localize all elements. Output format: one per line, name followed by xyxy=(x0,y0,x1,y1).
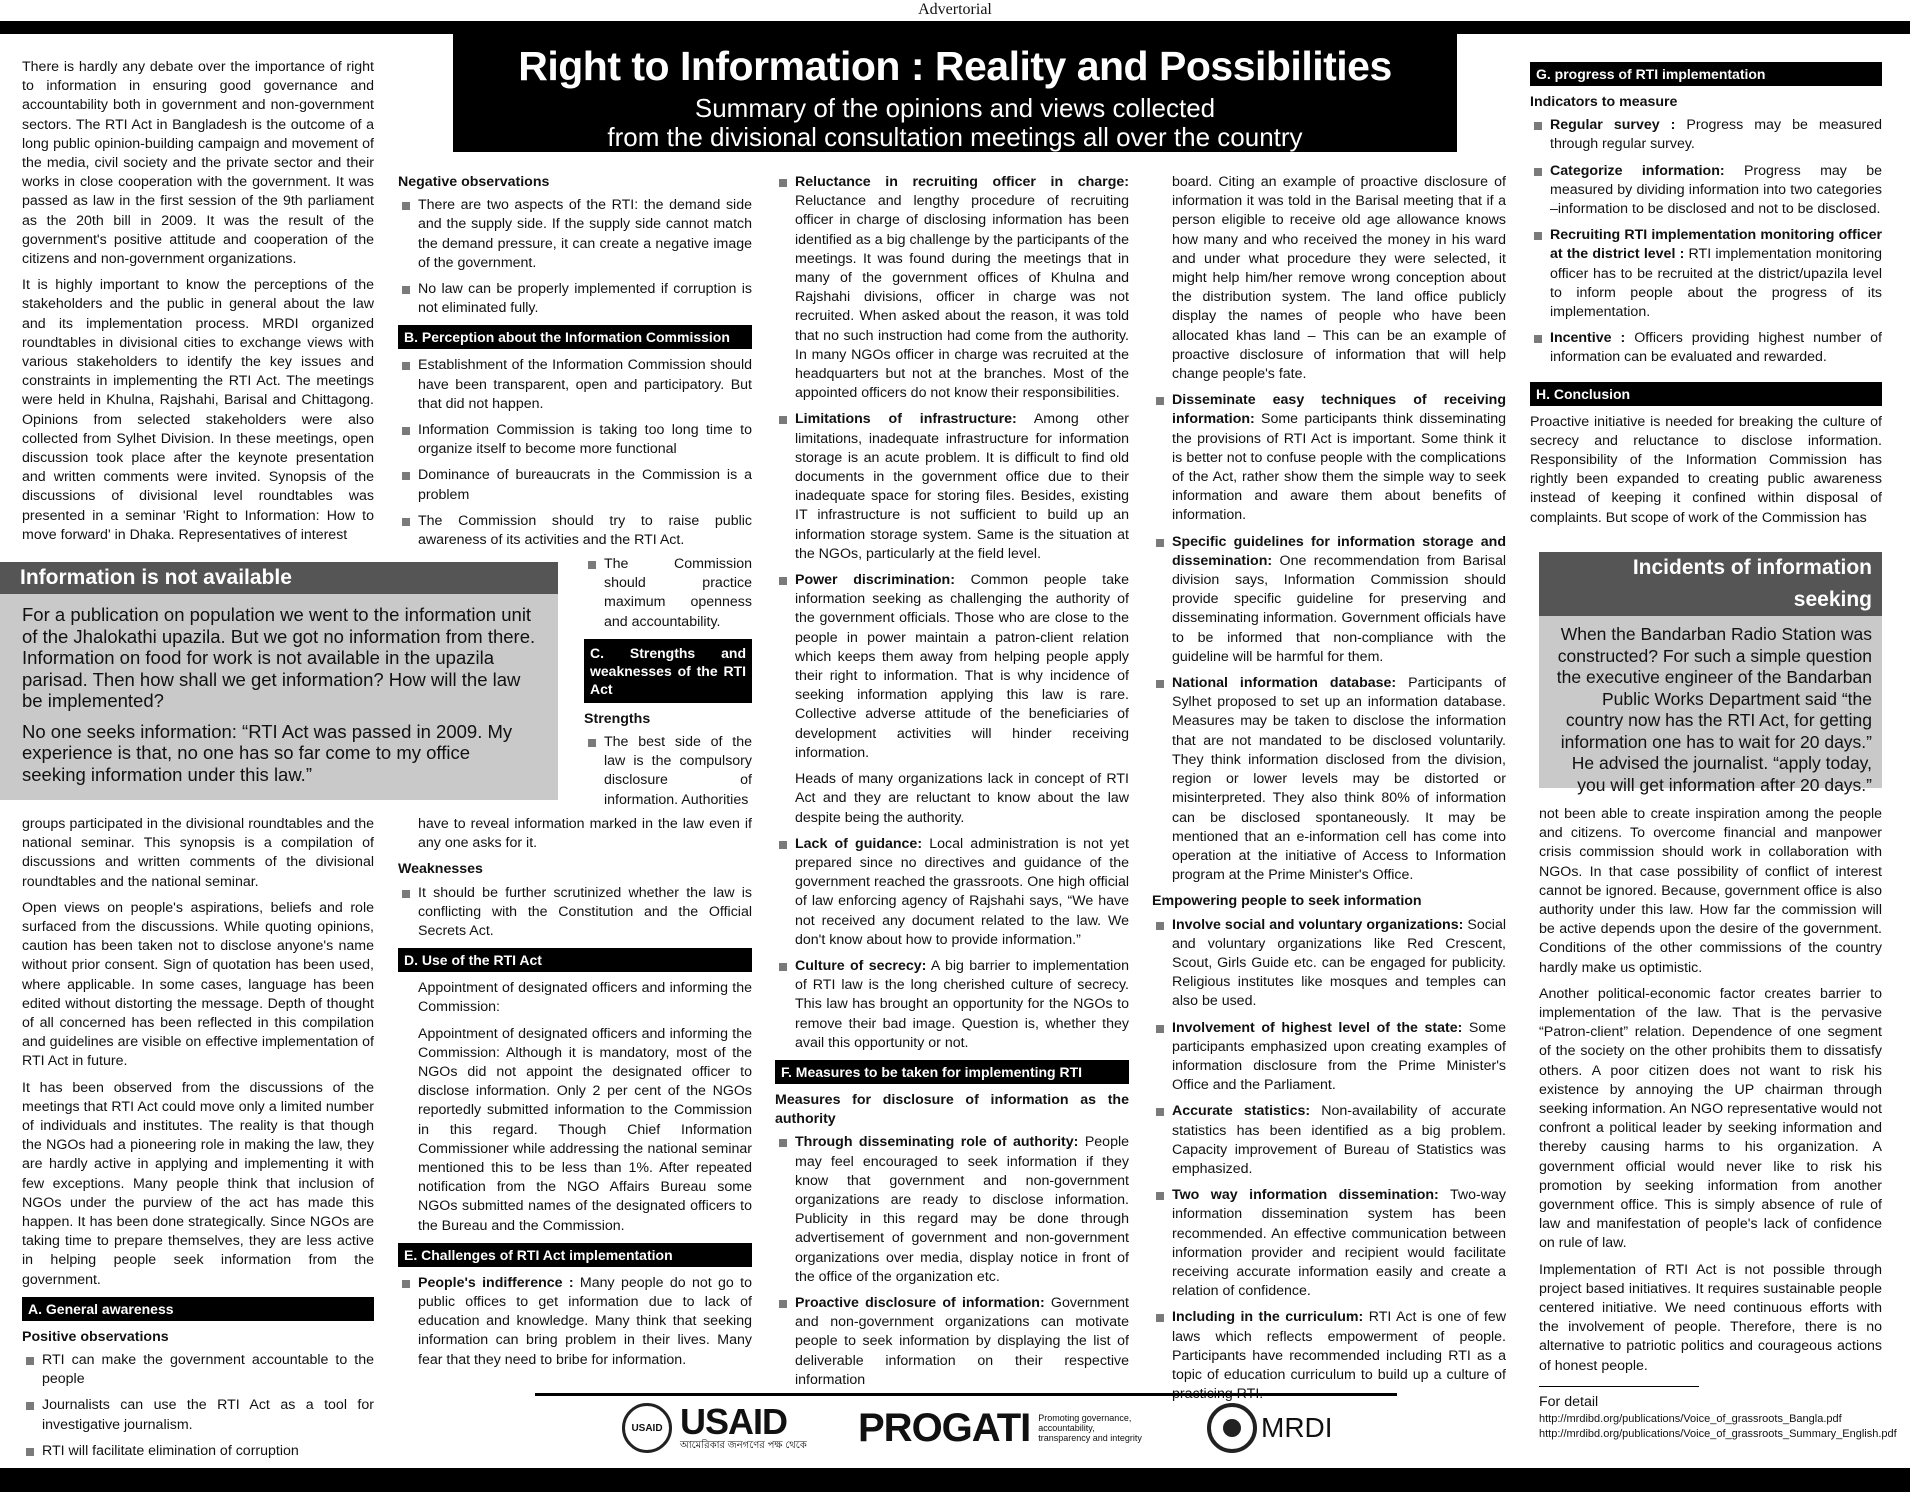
callout-title: Incidents of information seeking xyxy=(1539,552,1882,616)
detail-label: For detail xyxy=(1539,1393,1599,1410)
callout-quote: For a publication on population we went to the information unit of the Jhalokathi upazila. But we got no information from there. Information on food for work is not available in the upazila parisad. Then how shall we get information? How will the law be implemented? xyxy=(22,604,536,711)
list-item xyxy=(775,1133,1129,1287)
top-rule xyxy=(0,22,1910,34)
list-item: The Commission should practice maximum openness and accountability. xyxy=(584,555,752,632)
item-title: Involvement of highest level of the state: xyxy=(1172,1019,1463,1036)
item-text: Some participants think disseminating the provisions of RTI Act is important. Some think it is better not to confuse people with the complications of the Act, rather show them the simple way to seek information and aware them about benefits of information. xyxy=(1172,411,1506,524)
item-text: Some participants emphasized upon creating examples of information disclosure from the Prime Minister's Office and the Parliament. xyxy=(1172,1019,1506,1094)
item-title: Reluctance in recruiting officer in charge: xyxy=(795,174,1129,190)
list-item xyxy=(775,571,1129,763)
bullet-list xyxy=(1152,391,1506,885)
item-text: Participants of Sylhet proposed to set up an information database. Measures may be taken to disclose the information that are not mandated to be disclosed voluntarily. They think information disclosed from the division, region or lower levels may be distorted or misinterpreted. They also think 80% of information can be disclosed spontaneously. It may be mentioned that an e-information cell has come into operation at the initiative of Access to Information program at the Prime Minister's Office. xyxy=(1172,675,1507,884)
bullet-list xyxy=(398,196,752,318)
item-title: Incentive : xyxy=(1550,330,1626,347)
item-text: RTI Act is one of few laws which reflects empowerment of people. Participants have recommended including RTI as a topic of education curriculum to build up a culture of xyxy=(1172,1309,1506,1383)
section-heading-h: H. Conclusion xyxy=(1530,382,1882,406)
list-item xyxy=(1530,116,1882,154)
item-text: Common people take information seeking as challenging the authority of the government officials. Those who are close to the people in power maintain a patron-client relation which keeps them away from helping people apply their right to information. That is why incidence of seeking information applying this law is rare. Collective adverse attitude of the beneficiaries of development activities will hinder receiving information. xyxy=(795,572,1129,761)
column-1-top xyxy=(22,58,374,552)
list-item-continued: have to reveal information marked in the law even if any one asks for it. xyxy=(418,816,752,852)
list-item xyxy=(1530,162,1882,220)
pdf-link-bangla[interactable]: http://mrdibd.org/publications/Voice_of_grassroots_Bangla.pdf xyxy=(1539,1413,1842,1426)
list-item: Dominance of bureaucrats in the Commission is a problem xyxy=(398,466,752,504)
advertorial-banner: Advertorial xyxy=(0,0,1910,22)
item-title: Culture of secrecy: xyxy=(795,957,927,974)
item-text: Non-availability of accurate statistics has been identified as a big problem. Capacity improvement of Bureau of Statistics was emphasized. xyxy=(1172,1103,1506,1177)
list-item xyxy=(1152,391,1506,525)
item-text: Progress may be measured by dividing information into two categories –information to be disclosed and not to be disclosed. xyxy=(1550,162,1882,218)
usaid-logo xyxy=(622,1398,807,1458)
mrdi-wordmark: MRDI xyxy=(1261,1412,1333,1443)
item-title: People's indifference : xyxy=(418,1274,574,1291)
item-title: Categorize information: xyxy=(1550,162,1725,179)
item-text: Officers providing highest number of information can be evaluated and rewarded. xyxy=(1550,330,1882,366)
usaid-wordmark: USAID xyxy=(680,1401,788,1442)
text-paragraph: Appointment of designated officers and informing the Commission: Although it is mandatory, most of the NGOs did not appoint the designated officer to disclose information. Only 2 per cent of the NGOs reportedly submitted information to the Commission in this regard. Though Chief Information Commissioner while addressing the national seminar mentioned this to be less than 1%. After repeated notification from the NGO Affairs Bureau some NGOs submitted names of the designated officers to the Bureau and the Commission. xyxy=(418,1025,752,1234)
bullet-list xyxy=(398,356,752,550)
list-item: Journalists can use the RTI Act as a tool for investigative journalism. xyxy=(22,1396,374,1434)
section-heading-b: B. Perception about the Information Commission xyxy=(398,325,752,349)
section-heading-e: E. Challenges of RTI Act implementation xyxy=(398,1243,752,1267)
list-item: RTI will facilitate elimination of corruption xyxy=(22,1442,374,1461)
bullet-list xyxy=(775,835,1129,1053)
mrdi-logo xyxy=(1207,1398,1333,1458)
bullet-list xyxy=(584,555,752,632)
list-item xyxy=(775,957,1129,1053)
callout-quote: No one seeks information: “RTI Act was passed in 2009. My experience is that, no one has so far come to my office seeking information under this law.” xyxy=(22,720,513,785)
text-paragraph: Another political-economic factor creates barrier to implementation of the law. That is the pervasive “Patron-client” relation. Dependence of one segment of the society on the other prohibits them to dissatisfy others. A poor citizen does not want to risk his existence by annoying the UP chairman through seeking information. An NGO representative would not confront a political leader by seeking information and thereby causing harms to his organization. A government official would never like to risk his promotion by seeking information from another government office. This is simply absence of rule of law and manifestation of people's lack of confidence on rule of law. xyxy=(1539,985,1882,1252)
text-paragraph: Implementation of RTI Act is not possible through project based initiatives. It requires sustainable people centered initiative. We need continuous efforts with the involvement of people. Therefore, there is no alternative to patriotic politics and courageous actions of honest people. xyxy=(1539,1261,1882,1374)
list-item: RTI can make the government accountable to the people xyxy=(22,1351,374,1389)
bullet-list xyxy=(398,884,752,942)
list-item: The best side of the law is the compulsory disclosure of information. Authorities xyxy=(584,733,752,810)
progati-wordmark: PROGATI xyxy=(858,1406,1031,1450)
column-2-top xyxy=(398,173,752,557)
item-title: Two way information dissemination: xyxy=(1172,1187,1439,1204)
item-text: Reluctance and lengthy procedure of recruiting officer in charge of disclosing information has been identified as a big challenge by the participants of the meetings. It was found during the meetings that in many of the government offices of Khulna and Rajshahi divisions, officer in charge was not recruited. When asked about the reason, it was told that no such instruction had come from the authority. In many NGOs officer in charge was recruited at the headquarters but not at the branches. Most of the appointed officers do not know their responsibilities. xyxy=(795,193,1129,402)
text-paragraph: Appointment of designated officers and informing the Commission: xyxy=(418,980,752,1016)
subheading: Empowering people to seek information xyxy=(1152,893,1422,910)
column-2-narrow xyxy=(584,555,752,810)
item-text: One recommendation from Barisal division says, Information Commission should provide specific guideline for preserving and disseminating information. Government officials have to be informed that non-compliance with the guideline will be harmful for them. xyxy=(1172,552,1506,665)
headline-block xyxy=(453,34,1457,152)
subheading: Indicators to measure xyxy=(1530,94,1678,110)
list-item: Establishment of the Information Commission should have been transparent, open and participatory. But that did not happen. xyxy=(398,356,752,414)
item-text: Progress may be measured through regular survey. xyxy=(1550,117,1882,153)
list-item xyxy=(775,410,1129,564)
list-item xyxy=(1152,1019,1506,1096)
item-title: Accurate statistics: xyxy=(1172,1103,1311,1120)
section-heading-c: C. Strengths and weaknesses of the RTI Act xyxy=(584,639,752,703)
list-item: No law can be properly implemented if corruption is not eliminated fully. xyxy=(398,280,752,318)
list-item xyxy=(775,173,1129,403)
subtitle-line-2: from the divisional consultation meetings all over the country xyxy=(607,122,1303,152)
list-item: There are two aspects of the RTI: the demand side and the supply side. If the supply side cannot match the demand pressure, it can create a negative image of the government. xyxy=(398,196,752,273)
text-paragraph: not been able to create inspiration among the people and citizens. To overcome financial and manpower crisis commission should work in collaboration with NGOs. In that case possibility of conflict of interest cannot be ignored. Because, government office is also authority under this law. How far the commission will be active depends upon the desire of the government. Conditions of the other commissions of the country hardly make us optimistic. xyxy=(1539,806,1882,976)
column-4 xyxy=(1152,173,1506,1411)
subheading: Positive observations xyxy=(22,1328,169,1345)
bullet-list xyxy=(398,1274,752,1370)
subheading: Strengths xyxy=(584,710,651,727)
divider xyxy=(1539,1386,1699,1387)
subheading: Measures for disclosure of information as the authority xyxy=(775,1091,1129,1128)
item-title: Lack of guidance: xyxy=(795,835,923,852)
list-item xyxy=(398,1274,752,1370)
pdf-link-english[interactable]: http://mrdibd.org/publications/Voice_of_grassroots_Summary_English.pdf xyxy=(1539,1428,1897,1441)
list-item xyxy=(1152,1186,1506,1301)
column-5-top xyxy=(1530,60,1882,535)
item-text: Social and voluntary organizations like Red Crescent, Scout, Girls Guide etc. can be engaged for publicity. Religious institutes like mosques and temples can also be used. xyxy=(1172,916,1506,1010)
progati-logo xyxy=(858,1398,1148,1458)
bullet-list xyxy=(22,1351,374,1461)
column-3 xyxy=(775,173,1129,1397)
item-text: Local administration is not yet prepared since no directives and guidance of the government reached the grassroots. One high official of law enforcing agency of Rajshahi says, “We have not received any document related to the law. We don't know about how to provide information.” xyxy=(795,835,1129,948)
list-item xyxy=(1152,1102,1506,1179)
context-paragraph: It is highly important to know the perceptions of the stakeholders and the public in general about the law and its implementation process. MRDI organized roundtables in divisional cities to exchange views with various stakeholders to identify the key issues and constraints in implementing the RTI Act. The meetings were held in Khulna, Rajshahi, Barisal and Chittagong. Opinions from selected stakeholders were also collected from Sylhet Division. In these meetings, open discussion took place after the keynote presentation and written comments were invited. Synopsis of the discussions of divisional level roundtables was presented in a seminar 'Right to Information: How to move forward' in Dhaka. Representatives of interest xyxy=(22,277,374,543)
progati-tagline: Promoting governance, accountability, transparency and integrity xyxy=(1038,1413,1142,1443)
list-item xyxy=(1152,1308,1506,1404)
item-title: Proactive disclosure of information: xyxy=(795,1294,1045,1311)
item-title: Limitations of infrastructure: xyxy=(795,411,1017,428)
subheading: Negative observations xyxy=(398,174,550,190)
list-item xyxy=(775,835,1129,950)
intro-paragraph: There is hardly any debate over the importance of right to information in ensuring good governance and accountability both in government and non-government sectors. The RTI Act in Bangladesh is the outcome of a long public opinion-building campaign and movement of the media, civil society and the private sector and their works in close cooperation with the government. It was passed as law in the first session of the 9th parliament as the 20th bill in 2009. It was the result of the government's positive attitude and cooperation of the citizens and non-government organizations. xyxy=(22,59,374,268)
bottom-rule xyxy=(0,1468,1910,1492)
item-title: Involve social and voluntary organizations: xyxy=(1172,916,1464,933)
item-text: RTI implementation monitoring officer has to be recruited at the district/upazila level to inform people about the progress of its implementation. xyxy=(1550,246,1883,321)
column-2-lower xyxy=(398,815,752,1377)
list-item xyxy=(775,1294,1129,1390)
bullet-list xyxy=(584,733,752,810)
item-title: Recruiting RTI implementation monitoring officer at the district level : xyxy=(1550,227,1882,263)
item-title: Power discrimination: xyxy=(795,572,955,589)
text-paragraph: board. Citing an example of proactive disclosure of information it was told in the Barisal meeting that if a person eligible to receive old age allowance knows how many and who received the money in his ward and under what procedure they were selected, it might help him/her remove wrong conception about the distribution system. The land office publicly display the names of people who have been allocated khas land – This can be an example of proactive disclosure of information that will help change people's fate. xyxy=(1172,174,1506,383)
subheading: Weaknesses xyxy=(398,861,483,878)
section-heading-f: F. Measures to be taken for implementing RTI xyxy=(775,1060,1129,1084)
item-text: Many people do not go to public offices to get information due to lack of education and knowledge. Many think that seeking information can bring problem in their lives. Many fear that they need to bribe for information. xyxy=(418,1274,752,1368)
item-text: People may feel encouraged to seek information if they know that government and non-government organizations are ready to disclose information. Publicity in this regard may be done through advertisement of government and non-government organizations over media, display notice in front of the office of the organization etc. xyxy=(795,1134,1129,1285)
text-paragraph: groups participated in the divisional roundtables and the national seminar. This synopsis is a compilation of discussions and written comments of the divisional roundtables and the national seminar. xyxy=(22,816,374,890)
callout-quote: When the Bandarban Radio Station was constructed? For such a simple question the executive engineer of the Bandarban Public Works Department said “the country now has the RTI Act, for getting information one has to wait for 20 days.” He advised the journalist. “apply today, you will get information after 20 days.” xyxy=(1556,624,1872,795)
item-text: A big barrier to implementation of RTI law is the long cherished culture of secrecy. This law has brought an opportunity for the NGOs to remove their bad image. Question is, whether they avail this opportunity or not. xyxy=(795,957,1129,1051)
section-heading-d: D. Use of the RTI Act xyxy=(398,948,752,972)
usaid-tagline: আমেরিকার জনগণের পক্ষ থেকে xyxy=(680,1440,807,1451)
text-paragraph: Heads of many organizations lack in concept of RTI Act and they are reluctant to know about the law despite being the authority. xyxy=(795,771,1129,826)
item-title: Through disseminating role of authority: xyxy=(795,1134,1079,1151)
item-title: Specific guidelines for information storage and dissemination: xyxy=(1172,533,1506,569)
text-paragraph: Proactive initiative is needed for breaking the culture of secrecy and reluctance to disclose information. Responsibility of the Information Commission has rightly been expanded to creating public awareness instead of keeping it confined within disposal of complaints. But scope of work of the Commission has xyxy=(1530,413,1882,526)
list-item: Information Commission is taking too long time to organize itself to become more functional xyxy=(398,421,752,459)
list-item xyxy=(1152,533,1506,667)
bullet-list xyxy=(775,173,1129,763)
callout-title: Information is not available xyxy=(0,562,558,594)
usaid-seal-icon: USAID xyxy=(622,1403,672,1453)
item-text: Two-way information dissemination system has been recommended. An effective communication between information provider and recipient would facilitate receiving accurate information easily and create a relation of confidence. xyxy=(1172,1187,1506,1300)
column-5-bottom xyxy=(1539,805,1897,1442)
list-item: The Commission should try to raise public awareness of its activities and the RTI Act. xyxy=(398,512,752,550)
item-text: Government and non-government organizations can motivate people to seek information by displaying the list of deliverable information on their respective information xyxy=(795,1294,1129,1388)
footer-divider xyxy=(535,1393,1397,1396)
bullet-list xyxy=(775,1133,1129,1390)
section-heading-g: G. progress of RTI implementation xyxy=(1530,62,1882,86)
callout-information-not-available xyxy=(0,562,558,800)
page-title: Right to Information : Reality and Possibilities xyxy=(518,43,1392,89)
text-paragraph: Open views on people's aspirations, beliefs and role surfaced from the discussions. While quoting opinions, caution has been taken not to disclose anyone's name without prior consent. Sign of quotation has been used, where applicable. In some cases, language has been edited without distorting the message. Depth of thought of all concerned has been reflected in this compilation and guidelines are visible on effective implementation of RTI Act in future. xyxy=(22,899,374,1070)
callout-incidents-of-information-seeking xyxy=(1539,552,1882,795)
list-item xyxy=(1152,674,1506,885)
item-text: Among other limitations, inadequate infrastructure for information storage is an acute problem. It is difficult to find old documents in the government office due to their inadequate space for storing files. Besides, existing IT infrastructure is not sufficient to build up an information storage system. Same is the situation at the NGOs, particularly at the field level. xyxy=(795,411,1129,562)
list-item: It should be further scrutinized whether the law is conflicting with the Constitution and the Official Secrets Act. xyxy=(398,884,752,942)
item-title: National information database: xyxy=(1172,675,1397,692)
section-heading-a: A. General awareness xyxy=(22,1297,374,1321)
item-title: Disseminate easy techniques of receiving information: xyxy=(1172,392,1506,428)
text-paragraph: It has been observed from the discussions of the meetings that RTI Act could move only a limited number of individuals and institutes. The reality is that though the NGOs had a pioneering role in making the law, they are hardly active in applying and implementing it with few exceptions. Many people think that inclusion of NGOs under the purview of the act has made this happen. It has been done strategically. Since NGOs are taking time to prepare themselves, they are less active in helping people seek information from the government. xyxy=(22,1079,374,1288)
item-title: Including in the curriculum: xyxy=(1172,1309,1364,1326)
subtitle-line-1: Summary of the opinions and views collected xyxy=(694,93,1216,123)
mrdi-emblem-icon xyxy=(1207,1403,1257,1453)
item-title: Regular survey : xyxy=(1550,117,1676,134)
list-item xyxy=(1530,226,1882,322)
bullet-list xyxy=(1152,916,1506,1405)
bullet-list xyxy=(1530,116,1882,367)
column-1-bottom xyxy=(22,815,374,1468)
list-item xyxy=(1530,329,1882,367)
list-item xyxy=(1152,916,1506,1012)
